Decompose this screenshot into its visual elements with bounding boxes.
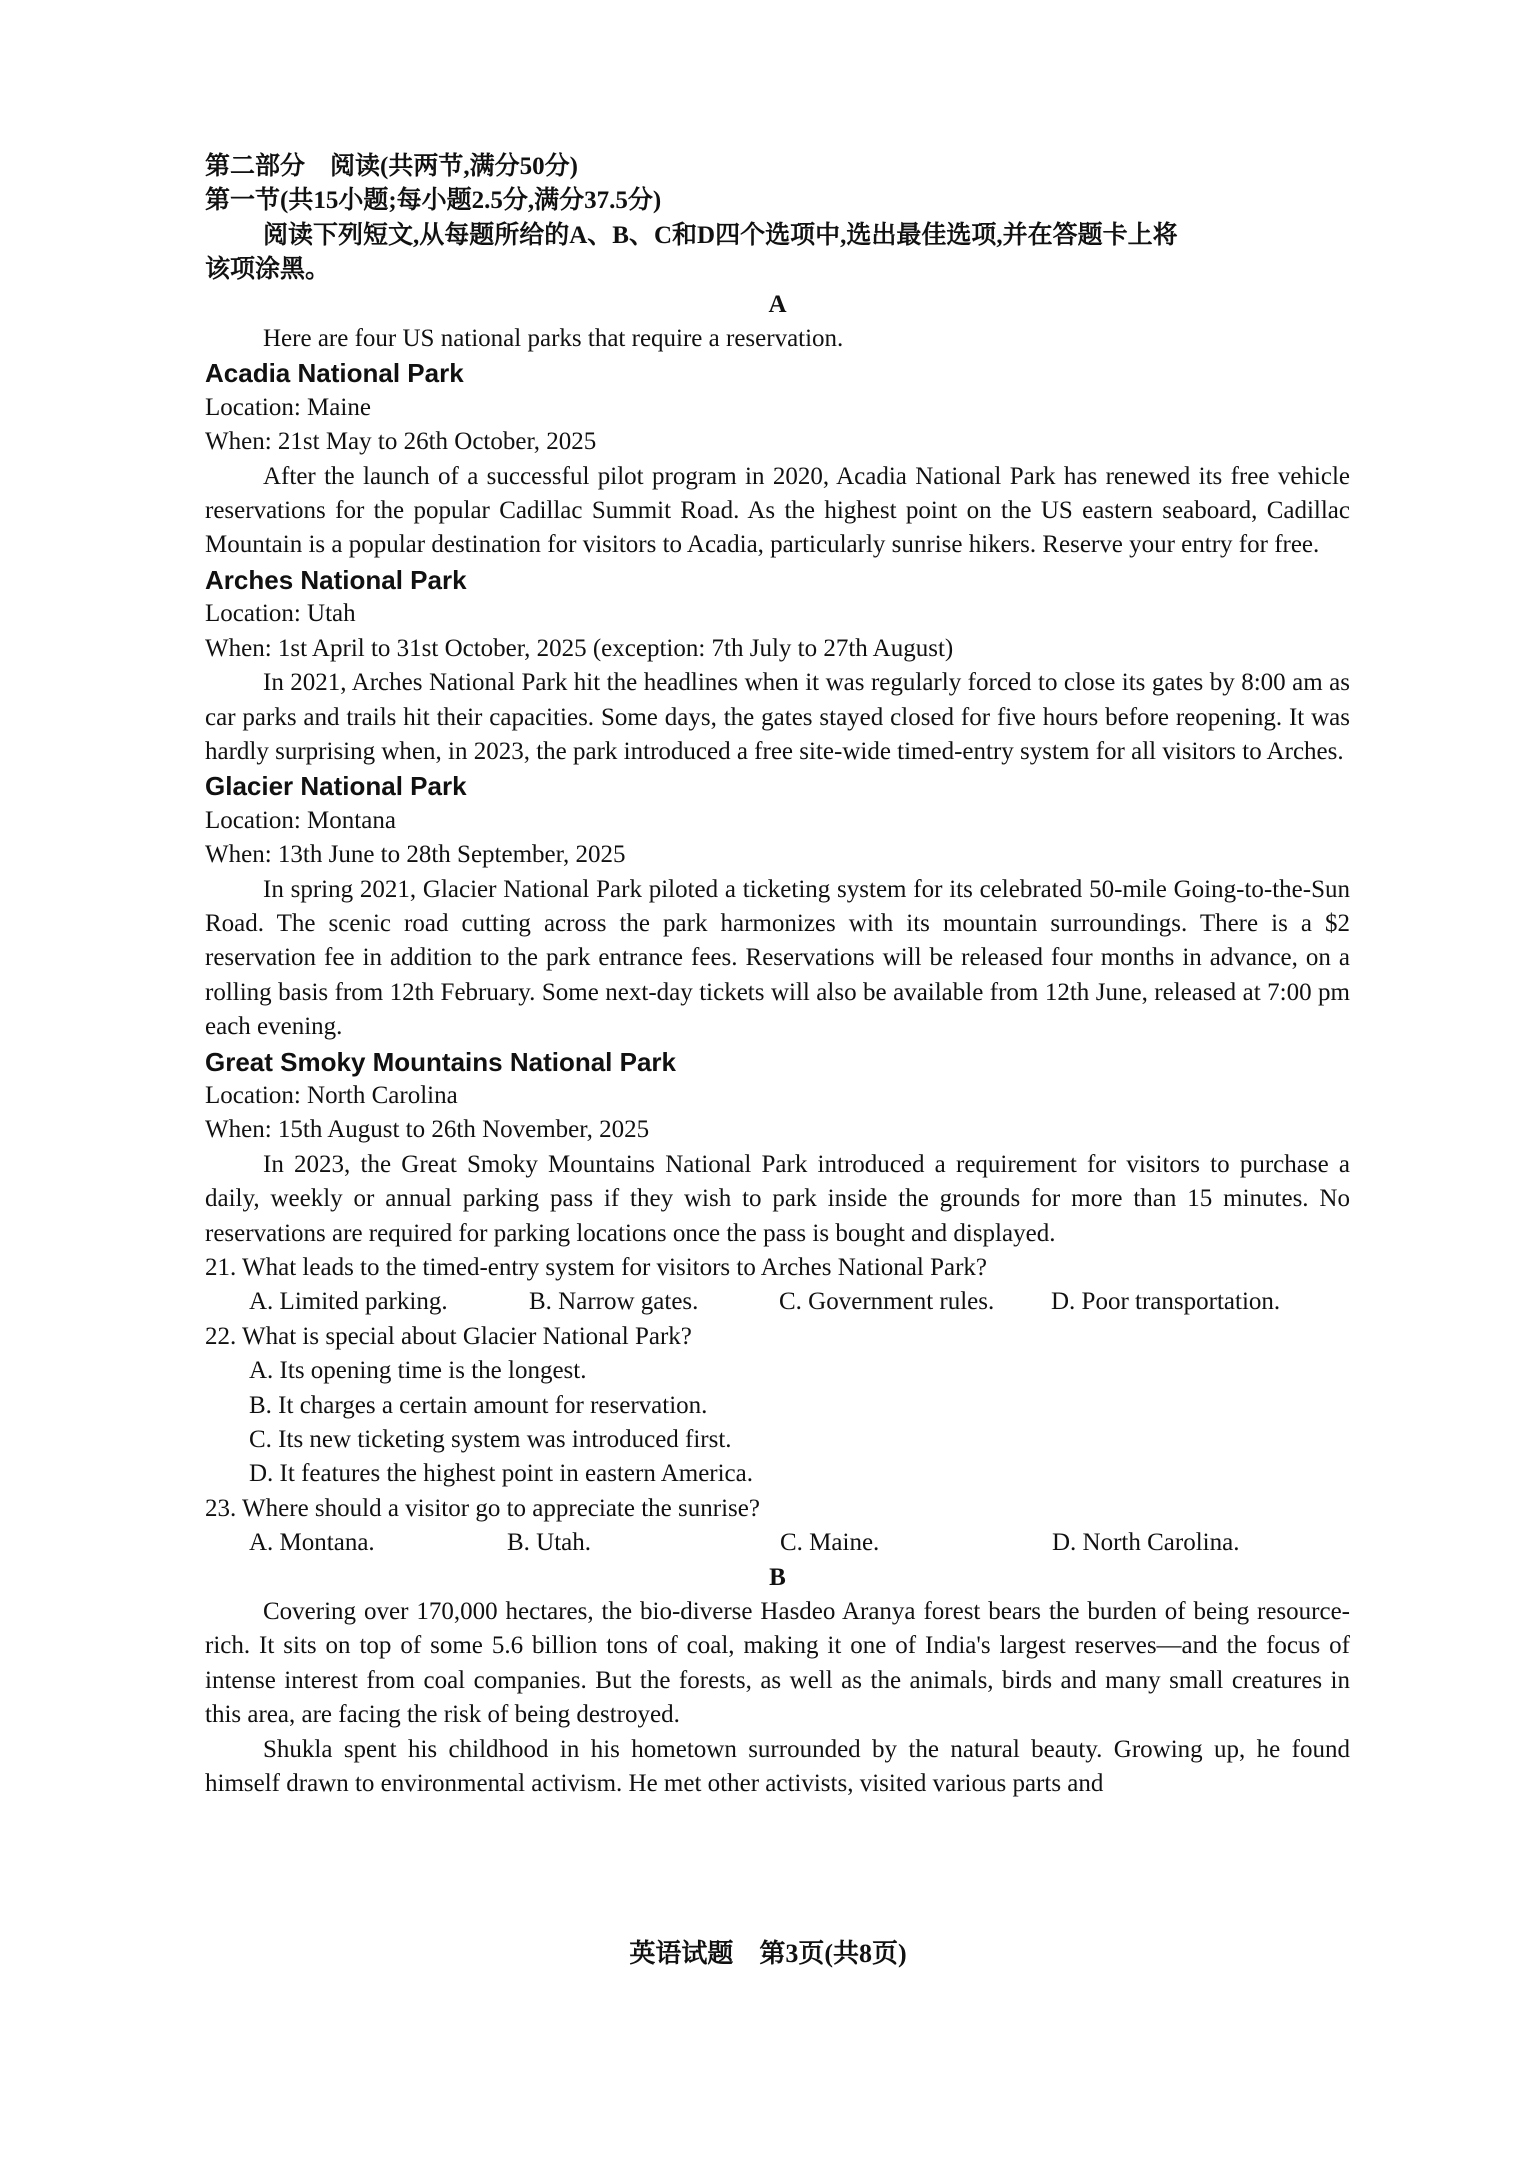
park-when: When: 21st May to 26th October, 2025 — [205, 428, 597, 456]
option-a: A. Its opening time is the longest. — [249, 1357, 587, 1385]
question-stem: 22. What is special about Glacier National Park? — [205, 1322, 692, 1350]
park-description: In 2023, the Great Smoky Mountains National Park introduced a requirement for visitors to purchase a daily, weekly or annual parking pass if they wish to park inside the grounds for more than 15 minutes. No reservations are required for parking locations once the pass is bought and displayed. — [205, 1150, 1350, 1247]
park-name: Great Smoky Mountains National Park — [205, 1046, 677, 1077]
park-name: Glacier National Park — [205, 771, 467, 802]
passage-b-letter: B — [769, 1563, 786, 1591]
option-b: B. Utah. — [507, 1529, 592, 1557]
park-description: After the launch of a successful pilot program in 2020, Acadia National Park has renewed its free vehicle reservations for the popular Cadillac Summit Road. As the highest point on the US eastern seaboard, Cadillac Mountain is a popular destination for visitors to Acadia, particularly sunrise hikers. Reserve your entry for free. — [205, 462, 1350, 559]
options-row — [205, 1285, 1350, 1319]
question-stem: 21. What leads to the timed-entry system for visitors to Arches National Park? — [205, 1254, 988, 1281]
park-name: Arches National Park — [205, 564, 467, 595]
park-description: In spring 2021, Glacier National Park piloted a ticketing system for its celebrated 50-mile Going-to-the-Sun Road. The scenic road cutting across the park harmonizes with its mountain surroundings. There is a $2 reservation fee in addition to the park entrance fees. Reservations will be released four months in advance, on a rolling basis from 12th February. Some next-day tickets will also be available from 12th June, released at 7:00 pm each evening. — [205, 875, 1350, 1041]
options-row — [205, 1526, 1350, 1560]
passage-a-letter: A — [768, 290, 787, 318]
question-22 — [205, 1320, 1350, 1492]
part-heading: 第二部分 阅读(共两节,满分50分) — [205, 153, 578, 180]
option-c: C. Government rules. — [779, 1288, 995, 1316]
park-when: When: 15th August to 26th November, 2025 — [205, 1116, 650, 1144]
park-name: Acadia National Park — [205, 358, 464, 389]
park-location: Location: Utah — [205, 600, 356, 628]
question-21 — [205, 1251, 1350, 1320]
park-location: Location: North Carolina — [205, 1081, 458, 1109]
park-location: Location: Montana — [205, 806, 396, 834]
park-location: Location: Maine — [205, 393, 371, 421]
passage-b-paragraph-1: Covering over 170,000 hectares, the bio-diverse Hasdeo Aranya forest bears the burden of being resource-rich. It sits on top of some 5.6 billion tons of coal, making it one of India's largest reserves—and the focus of intense interest from coal companies. But the forests, as well as the animals, birds and many small creatures in this area, are facing the risk of being destroyed. — [205, 1598, 1350, 1729]
passage-a-intro: Here are four US national parks that require a reservation. — [263, 325, 844, 353]
park-glacier — [205, 769, 1350, 1044]
question-23 — [205, 1492, 1350, 1561]
park-arches — [205, 563, 1350, 769]
question-stem: 23. Where should a visitor go to appreciate the sunrise? — [205, 1494, 760, 1522]
option-b: B. It charges a certain amount for reservation. — [249, 1391, 708, 1419]
exam-page — [205, 150, 1350, 1802]
instruction-line-1: 阅读下列短文,从每题所给的A、B、C和D四个选项中,选出最佳选项,并在答题卡上将 — [263, 221, 1178, 249]
section-heading: 第一节(共15小题;每小题2.5分,满分37.5分) — [205, 187, 662, 215]
option-d: D. Poor transportation. — [1051, 1288, 1281, 1316]
option-c: C. Its new ticketing system was introduced first. — [249, 1426, 732, 1454]
park-great-smoky — [205, 1045, 1350, 1251]
park-acadia — [205, 356, 1350, 562]
option-d: D. It features the highest point in eastern America. — [249, 1460, 754, 1488]
park-when: When: 13th June to 28th September, 2025 — [205, 841, 626, 869]
option-a: A. Montana. — [249, 1529, 375, 1557]
park-when: When: 1st April to 31st October, 2025 (exception: 7th July to 27th August) — [205, 634, 954, 662]
option-d: D. North Carolina. — [1052, 1529, 1240, 1557]
passage-b-paragraph-2: Shukla spent his childhood in his hometown surrounded by the natural beauty. Growing up, he found himself drawn to environmental activism. He met other activists, visited various parts and — [205, 1735, 1350, 1798]
option-b: B. Narrow gates. — [529, 1288, 699, 1316]
option-c: C. Maine. — [780, 1529, 880, 1557]
page-footer: 英语试题 第3页(共8页) — [629, 1939, 907, 1968]
instruction-line-2: 该项涂黑。 — [205, 256, 331, 284]
park-description: In 2021, Arches National Park hit the headlines when it was regularly forced to close its gates by 8:00 am as car parks and trails hit their capacities. Some days, the gates stayed closed for five hours before reopening. It was hardly surprising when, in 2023, the park introduced a free site-wide timed-entry system for all visitors to Arches. — [205, 669, 1350, 765]
option-a: A. Limited parking. — [249, 1288, 448, 1316]
